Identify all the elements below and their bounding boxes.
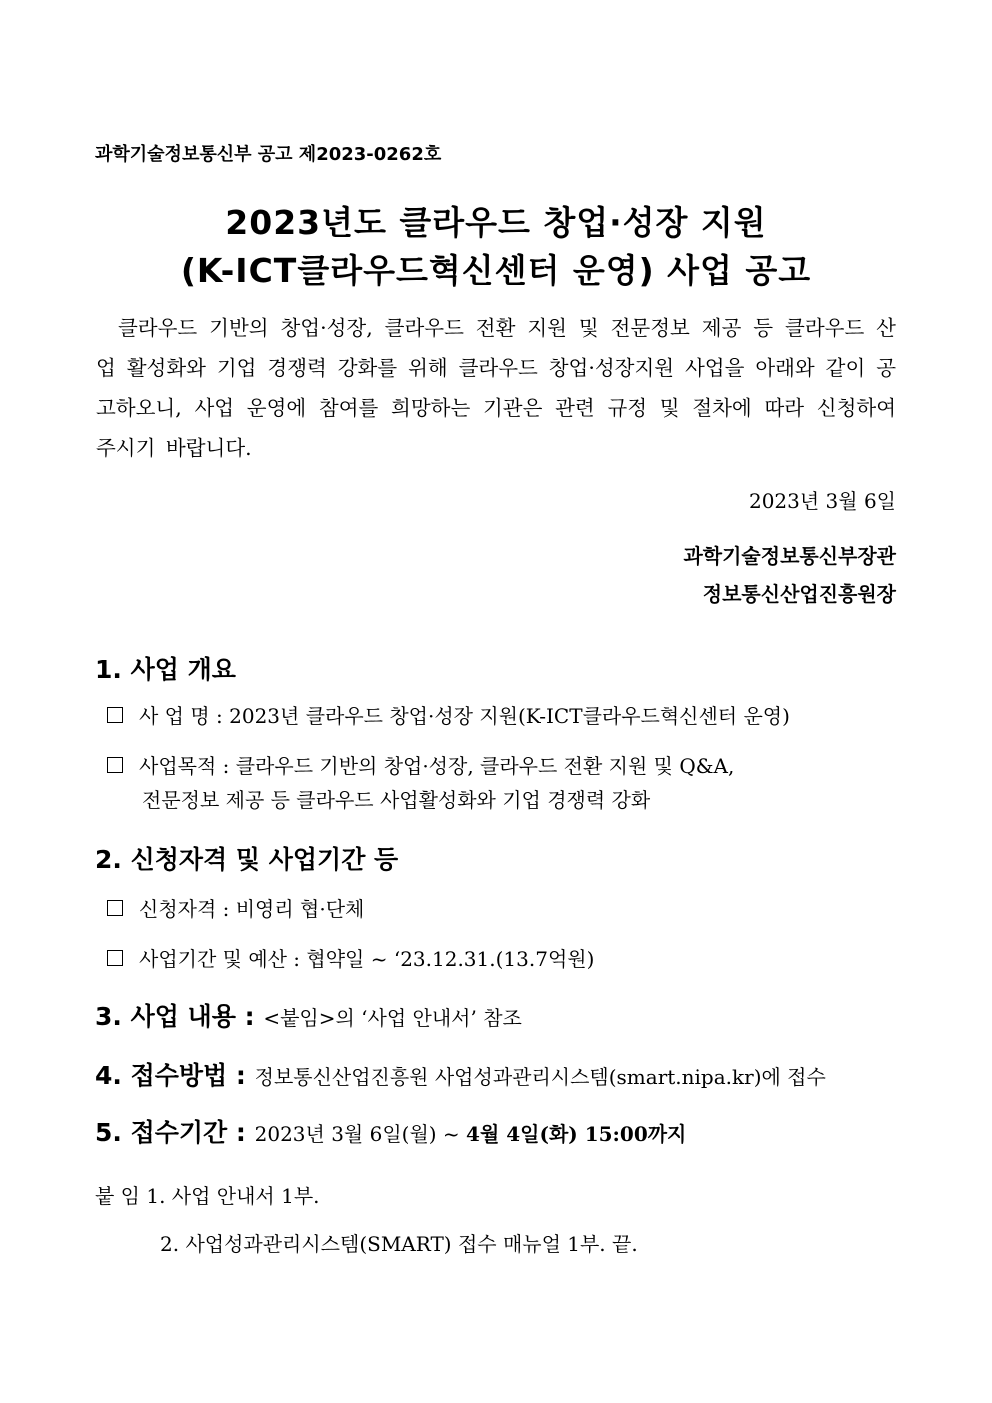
section2-item-period-text: 사업기간 및 예산 : 협약일 ~ ‘23.12.31.(13.7억원): [139, 947, 595, 971]
checkbox-square-icon: [107, 707, 123, 723]
checkbox-square-icon: [107, 950, 123, 966]
section1-heading: 1. 사업 개요: [95, 655, 236, 684]
section1-item-purpose-text: 사업목적 : 클라우드 기반의 창업·성장, 클라우드 전환 지원 및 Q&A,: [139, 754, 735, 778]
section4-line: [95, 1056, 826, 1092]
section1-item-purpose-cont: 전문정보 제공 등 클라우드 사업활성화와 기업 경쟁력 강화: [142, 788, 651, 812]
checkbox-square-icon: [107, 900, 123, 916]
section2-item-eligibility: [107, 893, 364, 922]
section4-text: 정보통신산업진흥원 사업성과관리시스템(smart.nipa.kr)에 접수: [254, 1065, 826, 1089]
section2-heading: 2. 신청자격 및 사업기간 등: [95, 845, 399, 874]
attachment-line1: 붙 임 1. 사업 안내서 1부.: [95, 1184, 320, 1208]
section5-heading: 5. 접수기간 :: [95, 1118, 246, 1147]
announcement-date: 2023년 3월 6일: [748, 489, 896, 513]
section3-heading: 3. 사업 내용 :: [95, 1002, 255, 1031]
section5-line: [95, 1113, 686, 1149]
document-title-line1: 2023년도 클라우드 창업·성장 지원: [225, 203, 767, 242]
section4-heading: 4. 접수방법 :: [95, 1061, 246, 1090]
section1-item-name-text: 사 업 명 : 2023년 클라우드 창업·성장 지원(K-ICT클라우드혁신센터 운영): [139, 704, 790, 728]
section5-text-normal: 2023년 3월 6일(월) ~: [254, 1122, 467, 1146]
checkbox-square-icon: [107, 757, 123, 773]
notice-number: 과학기술정보통신부 공고 제2023-0262호: [95, 144, 442, 165]
section3-text: <붙임>의 ‘사업 안내서’ 참조: [263, 1006, 522, 1030]
section5-text-bold: 4월 4일(화) 15:00까지: [466, 1122, 687, 1146]
attachment-line2: 2. 사업성과관리시스템(SMART) 접수 매뉴얼 1부. 끝.: [160, 1232, 638, 1256]
section1-item-name: [107, 700, 790, 729]
signatory-minister: 과학기술정보통신부장관: [683, 544, 896, 568]
section2-item-eligibility-text: 신청자격 : 비영리 협·단체: [139, 897, 365, 921]
section3-line: [95, 997, 522, 1033]
document-title-line2: (K-ICT클라우드혁신센터 운영) 사업 공고: [180, 251, 812, 290]
section1-item-purpose: [107, 750, 734, 779]
section2-item-period: [107, 943, 594, 972]
signatory-agency: 정보통신산업진흥원장: [702, 582, 896, 606]
intro-paragraph: 클라우드 기반의 창업·성장, 클라우드 전환 지원 및 전문정보 제공 등 클라우드 산업 활성화와 기업 경쟁력 강화를 위해 클라우드 창업·성장지원 사업을 아래와 같이 공고하오니, 사업 운영에 참여를 희망하는 기관은 관련 규정 및 절차에 따라 신청하여 주시기 바랍니다.: [96, 316, 896, 460]
